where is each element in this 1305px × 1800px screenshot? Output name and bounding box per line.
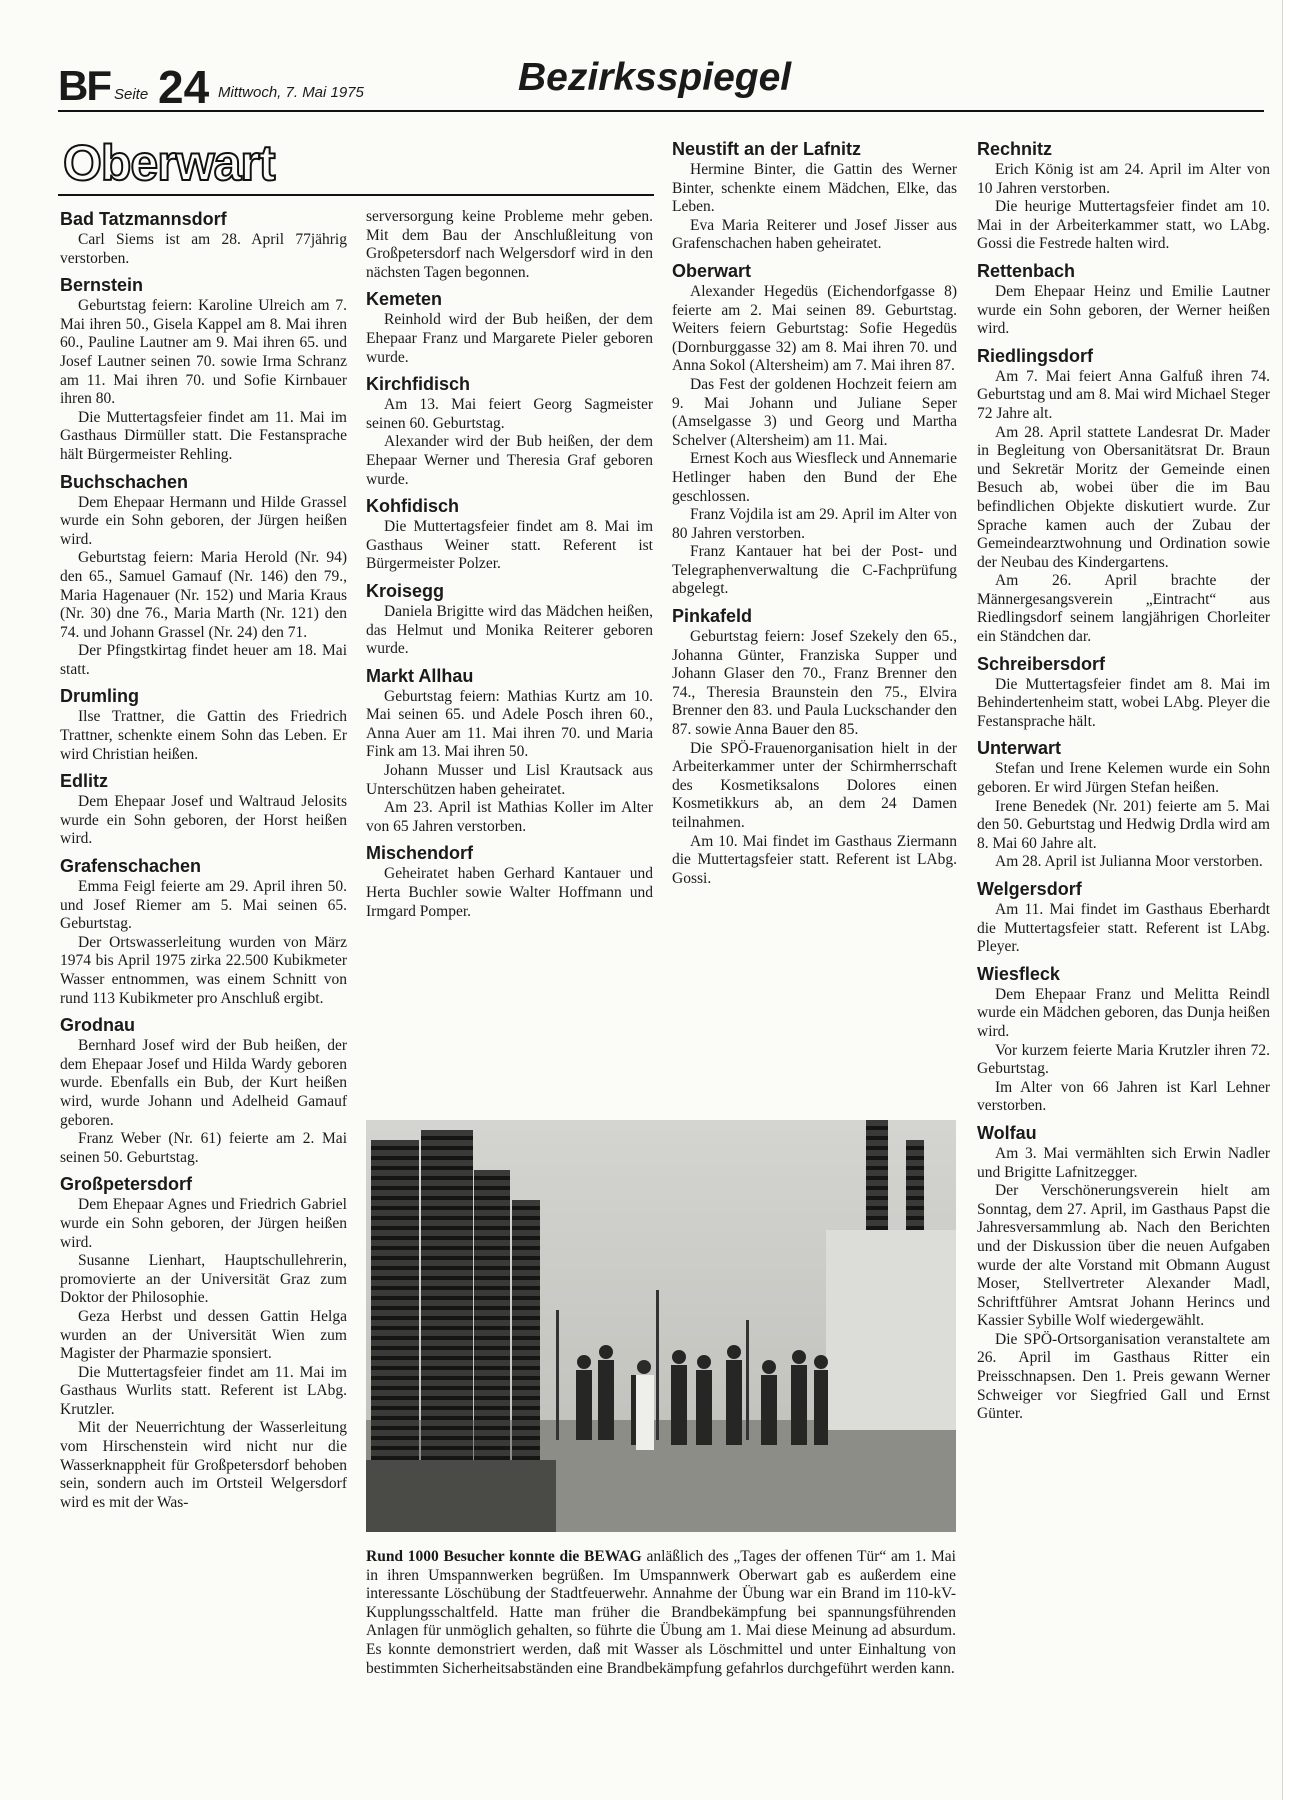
district-title: Oberwart	[63, 135, 275, 191]
news-paragraph: Die Muttertagsfeier findet am 8. Mai im Gasthaus Weiner statt. Referent ist Bürgermeister Polzer.	[366, 518, 653, 573]
news-paragraph: Das Fest der goldenen Hochzeit feiern am 9. Mai Johann und Juliane Seper (Amselgasse 3) und Georg und Martha Schelver (Altersheim) am 11. Mai.	[672, 375, 957, 449]
district-rule	[58, 194, 654, 196]
page-word: Seite	[114, 86, 149, 103]
news-paragraph: Geburtstag feiern: Josef Szekely den 65., Johanna Günter, Franziska Supper und Johann Glaser den 70., Franz Brenner den 74., Theresia Braunstein den 75., Elvira Brenner den 83. und Paula Luckschander den 87. sowie Anna Bauer den 85.	[672, 628, 957, 739]
photo-caption	[366, 1548, 956, 1678]
news-paragraph: Die Muttertagsfeier findet am 11. Mai im Gasthaus Dirmüller statt. Die Festansprache hält Bürgermeister Rehling.	[60, 408, 347, 463]
town-heading-drumling: Drumling	[60, 686, 139, 707]
town-heading-neustift-an-der-lafnitz: Neustift an der Lafnitz	[672, 139, 862, 159]
page-header	[58, 58, 1264, 112]
column-1	[60, 208, 347, 1512]
town-heading-edlitz: Edlitz	[60, 771, 108, 792]
news-paragraph: Emma Feigl feierte am 29. April ihren 50. und Josef Riemer am 5. Mai seinen 65. Geburtstag.	[60, 878, 347, 933]
town-heading-grafenschachen: Grafenschachen	[60, 856, 202, 877]
column-3	[672, 138, 957, 888]
town-heading-rechnitz: Rechnitz	[977, 139, 1053, 159]
town-heading-wiesfleck: Wiesfleck	[977, 963, 1060, 984]
news-paragraph: Dem Ehepaar Franz und Melitta Reindl wurde ein Mädchen geboren, das Dunja heißen wird.	[977, 985, 1270, 1040]
news-paragraph: Am 13. Mai feiert Georg Sagmeister seinen 60. Geburtstag.	[366, 396, 653, 432]
news-paragraph: Hermine Binter, die Gattin des Werner Binter, schenkte einem Mädchen, Elke, das Leben.	[672, 161, 957, 216]
news-paragraph: Eva Maria Reiterer und Josef Jisser aus Grafenschachen haben geheiratet.	[672, 216, 957, 253]
town-heading-buchschachen: Buchschachen	[60, 471, 189, 492]
town-heading-bad-tatzmannsdorf: Bad Tatzmannsdorf	[60, 209, 227, 229]
town-heading-unterwart: Unterwart	[977, 738, 1062, 759]
news-paragraph: Geza Herbst und dessen Gattin Helga wurden an der Universität Wien zum Magister der Pharmazie sponsiert.	[60, 1307, 347, 1363]
news-paragraph: Am 26. April brachte der Männergesangsverein „Eintracht“ aus Riedlingsdorf seinem langjährigen Chorleiter ein Ständchen dar.	[977, 572, 1270, 646]
news-paragraph: Daniela Brigitte wird das Mädchen heißen, das Helmut und Monika Reiterer geboren wurde.	[366, 602, 653, 658]
news-paragraph: Franz Vojdila ist am 29. April im Alter von 80 Jahren verstorben.	[672, 506, 957, 542]
town-heading-pinkafeld: Pinkafeld	[672, 606, 753, 627]
news-paragraph: Erich König ist am 24. April im Alter von 10 Jahren verstorben.	[977, 161, 1270, 197]
news-paragraph: Der Pfingstkirtag findet heuer am 18. Mai statt.	[60, 642, 347, 678]
news-paragraph: Am 7. Mai feiert Anna Galfuß ihren 74. Geburtstag und am 8. Mai wird Michael Steger 72 Jahre alt.	[977, 367, 1270, 422]
town-heading-welgersdorf: Welgersdorf	[977, 879, 1082, 899]
news-paragraph: Ilse Trattner, die Gattin des Friedrich Trattner, schenkte einem Sohn das Leben. Er wird Christian heißen.	[60, 708, 347, 763]
news-paragraph: Alexander Hegedüs (Eichendorfgasse 8) feierte am 2. Mai seinen 89. Geburtstag. Weiters feiern Geburtstag: Sofie Hegedüs (Dornburggasse 32) am 8. Mai ihren 70. und Anna Sokol (Altersheim) am 7. Mai ihren 87.	[672, 282, 957, 375]
news-paragraph: Die SPÖ-Frauenorganisation hielt in der Arbeiterkammer unter der Schirmherrschaft des Kosmetiksalons Dolores einen Kosmetikkurs ab, an dem 24 Damen teilnahmen.	[672, 739, 957, 831]
town-heading-markt-allhau: Markt Allhau	[366, 665, 474, 686]
town-heading-kroisegg: Kroisegg	[366, 580, 445, 601]
news-paragraph: Am 28. April stattete Landesrat Dr. Mader in Begleitung von Obersanitätsrat Dr. Braun und Sekretär Moritz der Gemeinde einen Besuch ab, wobei über die im Bau befindlichen Objekte diskutiert wurde. Zur Sprache kamen auch der Zubau der Gemeindearztwohnung und Ordination sowie der Neubau des Kindergartens.	[977, 423, 1270, 571]
caption-lead: Rund 1000 Besucher konnte die BEWAG	[366, 1548, 642, 1565]
news-paragraph: Stefan und Irene Kelemen wurde ein Sohn geboren. Er wird Jürgen Stefan heißen.	[977, 760, 1270, 797]
section-title: Bezirksspiegel	[518, 56, 792, 99]
column-2	[366, 208, 653, 921]
substation-photo	[366, 1120, 956, 1532]
news-paragraph: Vor kurzem feierte Maria Krutzler ihren 72. Geburtstag.	[977, 1041, 1270, 1078]
news-paragraph: Reinhold wird der Bub heißen, der dem Ehepaar Franz und Margarete Pieler geboren wurde.	[366, 311, 653, 366]
news-paragraph: Susanne Lienhart, Hauptschullehrerin, promovierte an der Universität Graz zum Doktor der Philosophie.	[60, 1252, 347, 1307]
news-paragraph: Carl Siems ist am 28. April 77jährig verstorben.	[60, 231, 347, 267]
town-heading-mischendorf: Mischendorf	[366, 843, 474, 864]
town-heading-kohfidisch: Kohfidisch	[366, 496, 459, 517]
news-paragraph: Die Muttertagsfeier findet am 11. Mai im Gasthaus Wurlits statt. Referent ist LAbg. Krutzler.	[60, 1363, 347, 1418]
caption-text: anläßlich des „Tages der offenen Tür“ am 1. Mai in ihren Umspannwerken begrüßen. Im Umspannwerk Oberwart gab es außerdem eine interessante Löschübung der Stadtfeuerwehr. Annahme der Übung war ein Brand im 110-kV-Kupplungsschaltfeld. Hatte man früher die Brandbekämpfung bei spannungsführenden Anlagen für unmöglich gehalten, so führte die Übung am 1. Mai diese Meinung ad absurdum. Es konnte demonstriert werden, daß mit Wasser als Löschmittel und unter Einhaltung von bestimmten Sicherheitsabständen eine Brandbekämpfung gefahrlos durchgeführt werden kann.	[366, 1548, 956, 1677]
town-heading-kirchfidisch: Kirchfidisch	[366, 374, 471, 395]
news-paragraph: serversorgung keine Probleme mehr geben. Mit dem Bau der Anschlußleitung von Großpetersdorf nach Welgersdorf wird in den nächsten Tagen begonnen.	[366, 208, 653, 281]
news-paragraph: Geheiratet haben Gerhard Kantauer und Herta Buchler sowie Walter Hoffmann und Irmgard Pomper.	[366, 865, 653, 920]
news-paragraph: Franz Kantauer hat bei der Post- und Telegraphenverwaltung die C-Fachprüfung abgelegt.	[672, 543, 957, 598]
news-paragraph: Am 3. Mai vermählten sich Erwin Nadler und Brigitte Lafnitzegger.	[977, 1144, 1270, 1181]
news-paragraph: Geburtstag feiern: Karoline Ulreich am 7. Mai ihren 50., Gisela Kappel am 8. Mai ihren 60., Pauline Lautner am 9. Mai ihren 65. und Josef Lautner seinen 70. sowie Irma Schranz am 11. Mai ihren 70. und Sofie Kirnbauer ihren 80.	[60, 297, 347, 408]
news-paragraph: Dem Ehepaar Josef und Waltraud Jelosits wurde ein Sohn geboren, der Horst heißen wird.	[60, 793, 347, 848]
news-paragraph: Am 11. Mai findet im Gasthaus Eberhardt die Muttertagsfeier statt. Referent ist LAbg. Pleyer.	[977, 901, 1270, 956]
town-heading-wolfau: Wolfau	[977, 1122, 1037, 1143]
news-paragraph: Bernhard Josef wird der Bub heißen, der dem Ehepaar Josef und Hilda Wardy geboren wurde. Ebenfalls ein Bub, der Kurt heißen wird, wurde Johann und Adelheid Gamauf geboren.	[60, 1037, 347, 1129]
news-paragraph: Im Alter von 66 Jahren ist Karl Lehner verstorben.	[977, 1078, 1270, 1115]
news-paragraph: Mit der Neuerrichtung der Wasserleitung vom Hirschenstein wird nicht nur die Wasserknappheit für Großpetersdorf behoben sein, sondern auch im Ortsteil Welgersdorf wird es mit der Was-	[60, 1419, 347, 1511]
town-heading-kemeten: Kemeten	[366, 289, 443, 310]
town-heading-schreibersdorf: Schreibersdorf	[977, 653, 1106, 674]
news-paragraph: Ernest Koch aus Wiesfleck und Annemarie Hetlinger haben den Bund der Ehe geschlossen.	[672, 450, 957, 505]
news-paragraph: Geburtstag feiern: Maria Herold (Nr. 94) den 65., Samuel Gamauf (Nr. 146) den 79., Maria Hagenauer (Nr. 152) und Maria Kraus (Nr. 30) dne 76., Maria Marth (Nr. 121) den 74. und Johann Grassel (Nr. 24) den 71.	[60, 549, 347, 641]
news-paragraph: Der Ortswasserleitung wurden von März 1974 bis April 1975 zirka 22.500 Kubikmeter Wasser entnommen, was einem Schnitt von rund 113 Kubikmeter pro Anschluß ergibt.	[60, 933, 347, 1007]
issue-date: Mittwoch, 7. Mai 1975	[218, 84, 364, 101]
column-4	[977, 138, 1270, 1424]
news-paragraph: Irene Benedek (Nr. 201) feierte am 5. Mai den 50. Geburtstag und Hedwig Drdla wird am 8. Mai 60 Jahre alt.	[977, 797, 1270, 852]
news-paragraph: Geburtstag feiern: Mathias Kurtz am 10. Mai seinen 65. und Adele Posch ihren 60., Anna Auer am 11. Mai ihren 70. und Maria Fink am 13. Mai ihren 50.	[366, 687, 653, 761]
news-paragraph: Johann Musser und Lisl Krautsack aus Unterschützen haben geheiratet.	[366, 762, 653, 798]
news-paragraph: Die SPÖ-Ortsorganisation veranstaltete am 26. April im Gasthaus Ritter ein Preisschnapsen. Den 1. Preis gewann Werner Schweiger vor Siegfried Gall und Ernst Günter.	[977, 1330, 1270, 1423]
news-paragraph: Am 10. Mai findet im Gasthaus Ziermann die Muttertagsfeier statt. Referent ist LAbg. Gossi.	[672, 832, 957, 887]
newspaper-logo: BF	[58, 62, 110, 109]
news-paragraph: Dem Ehepaar Hermann und Hilde Grassel wurde ein Sohn geboren, der Jürgen heißen wird.	[60, 493, 347, 548]
town-heading-rettenbach: Rettenbach	[977, 260, 1076, 281]
news-paragraph: Alexander wird der Bub heißen, der dem Ehepaar Werner und Theresia Graf geboren wurde.	[366, 433, 653, 488]
page-edge	[1282, 0, 1305, 1800]
news-paragraph: Franz Weber (Nr. 61) feierte am 2. Mai seinen 50. Geburtstag.	[60, 1130, 347, 1166]
news-paragraph: Die Muttertagsfeier findet am 8. Mai im Behindertenheim statt, wobei LAbg. Pleyer die Festansprache hält.	[977, 675, 1270, 730]
town-heading-riedlingsdorf: Riedlingsdorf	[977, 345, 1093, 366]
town-heading-bernstein: Bernstein	[60, 275, 144, 296]
town-heading-grodnau: Grodnau	[60, 1015, 135, 1036]
news-paragraph: Der Verschönerungsverein hielt am Sonntag, dem 27. April, im Gasthaus Papst die Jahresversammlung ab. Nach den Berichten und der Diskussion über die neuen Aufgaben wurde der alte Vorstand mit Obmann August Moser, Stellvertreter Alexander Madl, Schriftführer Amtsrat Johann Herincs und Kassier Sybille Wolf wiedergewählt.	[977, 1182, 1270, 1330]
news-paragraph: Dem Ehepaar Agnes und Friedrich Gabriel wurde ein Sohn geboren, der Jürgen heißen wird.	[60, 1196, 347, 1251]
town-heading-oberwart: Oberwart	[672, 260, 752, 281]
news-paragraph: Dem Ehepaar Heinz und Emilie Lautner wurde ein Sohn geboren, der Werner heißen wird.	[977, 282, 1270, 338]
news-paragraph: Am 28. April ist Julianna Moor verstorben.	[995, 853, 1263, 871]
news-paragraph: Am 23. April ist Mathias Koller im Alter von 65 Jahren verstorben.	[366, 799, 653, 835]
news-paragraph: Die heurige Muttertagsfeier findet am 10. Mai in der Arbeiterkammer statt, wo LAbg. Gossi die Festrede halten wird.	[977, 198, 1270, 253]
page-number: 24	[158, 61, 210, 113]
town-heading-grosspetersdorf: Großpetersdorf	[60, 1174, 193, 1195]
